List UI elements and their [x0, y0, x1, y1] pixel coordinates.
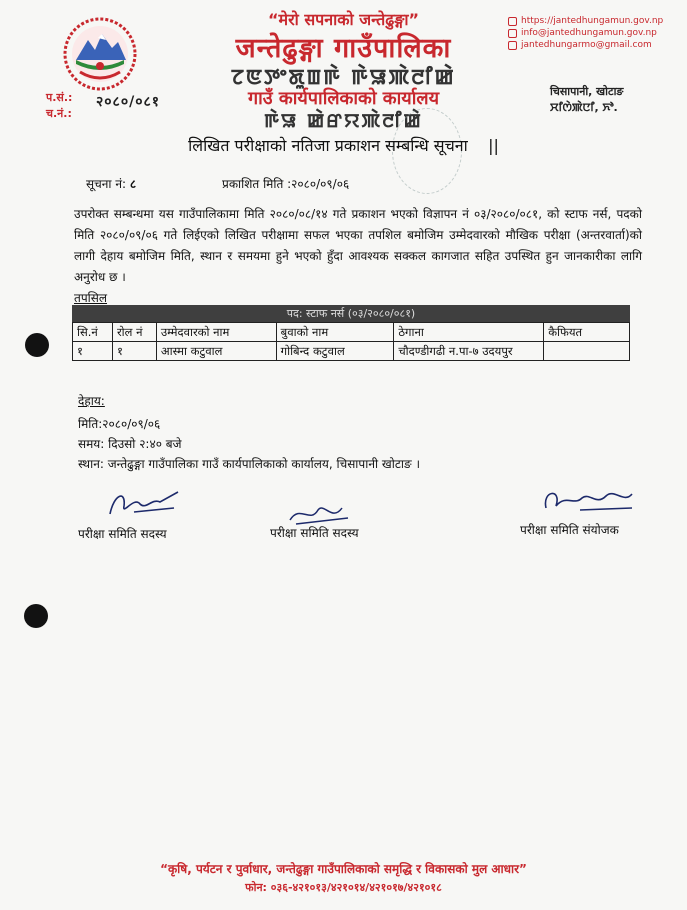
- cell-roll: १: [112, 342, 156, 361]
- cell-candidate-name: आस्मा कटुवाल: [156, 342, 276, 361]
- pa-sa-value: २०८०/०८१: [96, 94, 161, 110]
- punch-hole: [25, 333, 49, 357]
- candidate-table-grid: [72, 322, 630, 361]
- interview-date: मिति:२०८०/०९/०६: [78, 417, 161, 431]
- interview-details: [78, 414, 420, 474]
- notice-number-label: सूचना नं:: [86, 177, 127, 191]
- municipality-title: जन्तेढुङ्गा गाउँपालिका: [235, 33, 452, 64]
- interview-time: समय: दिउसो २:४० बजे: [78, 437, 182, 451]
- email-link-secondary[interactable]: jantedhungarmo@gmail.com: [521, 40, 652, 50]
- column-header: बुवाको नाम: [276, 323, 394, 342]
- cell-father-name: गोबिन्द कटुवाल: [276, 342, 394, 361]
- published-date-label: प्रकाशित मिति :: [222, 177, 292, 191]
- notice-title-bars: ||: [488, 136, 499, 155]
- contact-block: [508, 15, 663, 51]
- signature-scribble-3: [540, 484, 636, 518]
- pa-sa-label: प.सं.:: [46, 91, 73, 104]
- column-header: सि.नं: [73, 323, 113, 342]
- notice-body: उपरोक्त सम्बन्धमा यस गाउँपालिकामा मिति २०८०/०८/१४ गते प्रकाशन भएको विज्ञापन नं ०३/२०८०/०८१, को स्टाफ नर्स, पदको मिति २०८०/०९/०६ गते लिईएको लिखित परीक्षामा सफल भएका तपशिल बमोजिम उम्मेदवारको मौखिक परीक्षा (अन्तरवार्ता)को लागी देहाय बमोजिम मिति, स्थान र समयमा हुने भएको हुँदा आवश्यक सक्कल कागजात सहित उपस्थित हुन जानकारीका लागि अनुरोध छ ।: [74, 207, 642, 284]
- candidate-table: [72, 305, 630, 361]
- cell-serial: १: [73, 342, 113, 361]
- notice-number: [86, 175, 136, 192]
- interview-place: स्थान: जन्तेढुङ्गा गाउँपालिका गाउँ कार्यपालिकाको कार्यालय, चिसापानी खोटाङ ।: [78, 457, 421, 471]
- office-title-script: ꯒꯥꯎ ꯀꯥꯔꯌꯄꯥꯂꯤꯀꯥ: [264, 110, 423, 132]
- post-header: पद: स्टाफ नर्स (०३/२०८०/०८१): [72, 305, 630, 322]
- table-header-row: [73, 323, 630, 342]
- column-header: कैफियत: [544, 323, 630, 342]
- municipality-title-script: ꯖꯟꯇꯦꯗꯨꯡꯒꯥ ꯒꯥꯎꯄꯥꯂꯤꯀꯥ: [231, 65, 456, 89]
- signatory-member-1: परीक्षा समिति सदस्य: [78, 527, 167, 541]
- details-heading: देहाय:: [78, 394, 105, 408]
- footer-slogan: “कृषि, पर्यटन र पुर्वाधार, जन्तेढुङ्गा गाउँपालिकाको समृद्धि र विकासको मुल आधार”: [160, 862, 527, 876]
- email-link-primary[interactable]: info@jantedhungamun.gov.np: [521, 28, 657, 38]
- website-link[interactable]: https://jantedhungamun.gov.np: [521, 16, 664, 26]
- signatory-coordinator: परीक्षा समिति संयोजक: [520, 523, 619, 537]
- notice-title-text: लिखित परीक्षाको नतिजा प्रकाशन सम्बन्धि सूचना: [188, 136, 468, 155]
- signature-scribble-1: [104, 486, 184, 522]
- address-line: चिसापानी, खोटाङ: [550, 85, 624, 98]
- cell-remarks: [544, 342, 630, 361]
- reference-labels: [46, 90, 72, 122]
- address-line-script: ꯆꯤꯁꯥꯄꯥꯅꯤ, ꯈꯣ.: [550, 101, 618, 114]
- table-row: [73, 342, 630, 361]
- office-title: गाउँ कार्यपालिकाको कार्यालय: [247, 88, 440, 109]
- schedule-heading: तपसिल: [74, 291, 108, 305]
- column-header: ठेगाना: [394, 323, 544, 342]
- footer-phone: फोन: ०३६-४२१०१३/४२१०१४/४२१०१७/४२१०१८: [245, 881, 442, 894]
- punch-hole: [24, 604, 48, 628]
- signatory-member-2: परीक्षा समिति सदस्य: [270, 526, 359, 540]
- published-date: [222, 175, 349, 192]
- header-slogan: “मेरो सपनाको जन्तेढुङ्गा”: [268, 10, 419, 29]
- published-date-value: २०८०/०९/०६: [291, 177, 350, 191]
- email-icon: [508, 41, 517, 50]
- cha-na-label: च.नं.:: [46, 107, 72, 120]
- cell-address: चौदण्डीगढी न.पा-७ उदयपुर: [394, 342, 544, 361]
- notice-number-value: ८: [129, 177, 137, 191]
- column-header: उम्मेदवारको नाम: [156, 323, 276, 342]
- email-icon: [508, 29, 517, 38]
- globe-icon: [508, 17, 517, 26]
- office-address: [550, 84, 623, 116]
- notice-title: [0, 134, 687, 156]
- column-header: रोल नं: [112, 323, 156, 342]
